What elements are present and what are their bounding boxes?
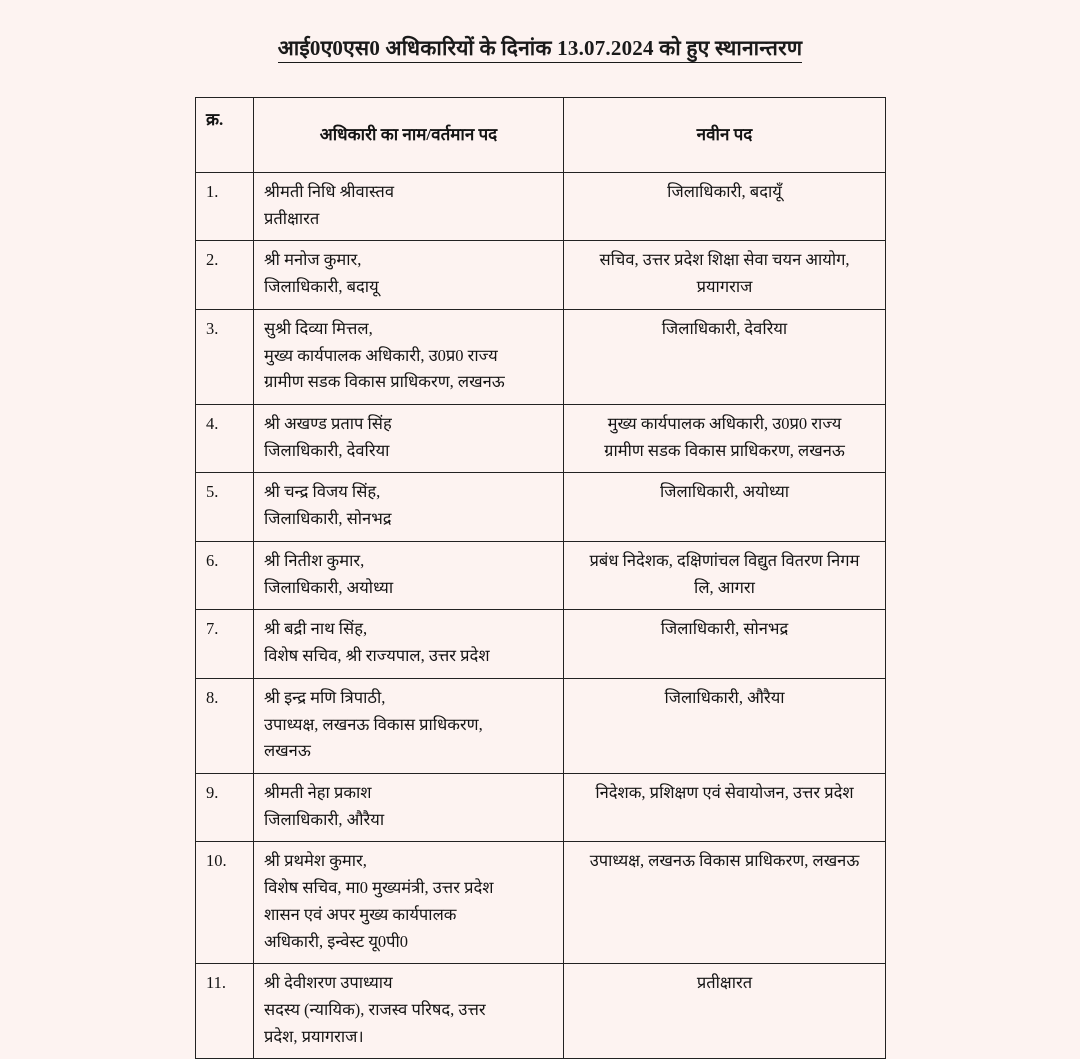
cell-line: जिलाधिकारी, औरैया <box>664 687 785 707</box>
cell-serial: 3. <box>196 309 254 404</box>
table-row <box>196 309 886 404</box>
cell-line: उपाध्यक्ष, लखनऊ विकास प्राधिकरण, लखनऊ <box>589 851 860 871</box>
cell-serial: 9. <box>196 773 254 841</box>
cell-line: श्रीमती नेहा प्रकाश <box>264 782 372 802</box>
cell-line: मुख्य कार्यपालक अधिकारी, उ0प्र0 राज्य <box>607 414 842 434</box>
transfer-table <box>195 97 886 1059</box>
cell-line: जिलाधिकारी, देवरिया <box>661 318 788 338</box>
table-row <box>196 241 886 309</box>
cell-line: मुख्य कार्यपालक अधिकारी, उ0प्र0 राज्य <box>264 345 498 365</box>
cell-line: श्री अखण्ड प्रताप सिंह <box>264 414 392 434</box>
table-row <box>196 473 886 541</box>
cell-line: सदस्य (न्यायिक), राजस्व परिषद, उत्तर <box>264 999 486 1019</box>
column-header-current-post: अधिकारी का नाम/वर्तमान पद <box>254 98 564 173</box>
cell-new-post <box>564 241 886 309</box>
transfer-table-container <box>195 97 885 1059</box>
cell-current-post <box>254 173 564 241</box>
table-header <box>196 98 886 173</box>
cell-line: जिलाधिकारी, औरैया <box>264 809 385 829</box>
table-row <box>196 405 886 473</box>
cell-current-post <box>254 309 564 404</box>
table-row <box>196 773 886 841</box>
cell-new-post <box>564 842 886 964</box>
cell-new-post <box>564 173 886 241</box>
cell-current-post <box>254 405 564 473</box>
table-row <box>196 964 886 1059</box>
cell-line: लखनऊ <box>264 741 311 761</box>
cell-current-post <box>254 241 564 309</box>
cell-line: प्रबंध निदेशक, दक्षिणांचल विद्युत वितरण निगम <box>589 550 860 570</box>
table-row <box>196 173 886 241</box>
cell-serial: 4. <box>196 405 254 473</box>
table-header-row <box>196 98 886 173</box>
cell-line: जिलाधिकारी, देवरिया <box>264 440 390 460</box>
cell-line: सुश्री दिव्या मित्तल, <box>264 318 373 338</box>
cell-current-post <box>254 541 564 609</box>
cell-line: अधिकारी, इन्वेस्ट यू0पी0 <box>264 931 409 951</box>
cell-new-post <box>564 473 886 541</box>
cell-line: शासन एवं अपर मुख्य कार्यपालक <box>264 904 457 924</box>
cell-serial: 10. <box>196 842 254 964</box>
column-header-new-post: नवीन पद <box>564 98 886 173</box>
cell-serial: 2. <box>196 241 254 309</box>
cell-new-post <box>564 610 886 678</box>
cell-line: लि, आगरा <box>694 577 755 597</box>
cell-new-post <box>564 678 886 773</box>
cell-line: श्री नितीश कुमार, <box>264 550 365 570</box>
cell-line: उपाध्यक्ष, लखनऊ विकास प्राधिकरण, <box>264 714 483 734</box>
cell-current-post <box>254 678 564 773</box>
cell-serial: 7. <box>196 610 254 678</box>
cell-serial: 5. <box>196 473 254 541</box>
cell-serial: 11. <box>196 964 254 1059</box>
cell-current-post <box>254 473 564 541</box>
cell-line: ग्रामीण सडक विकास प्राधिकरण, लखनऊ <box>604 440 845 460</box>
cell-line: प्रयागराज <box>696 277 753 297</box>
cell-new-post <box>564 964 886 1059</box>
table-row <box>196 842 886 964</box>
table-row <box>196 678 886 773</box>
cell-line: निदेशक, प्रशिक्षण एवं सेवायोजन, उत्तर प्रदेश <box>595 782 854 802</box>
cell-line: प्रतीक्षारत <box>264 208 320 228</box>
column-header-serial: क्र. <box>196 98 254 173</box>
cell-line: ग्रामीण सडक विकास प्राधिकरण, लखनऊ <box>264 372 505 392</box>
table-row <box>196 610 886 678</box>
cell-line: श्री चन्द्र विजय सिंह, <box>264 482 381 502</box>
cell-line: श्री देवीशरण उपाध्याय <box>264 973 393 993</box>
cell-line: जिलाधिकारी, बदायू <box>264 277 379 297</box>
cell-line: प्रतीक्षारत <box>696 973 753 993</box>
cell-line: विशेष सचिव, मा0 मुख्यमंत्री, उत्तर प्रदेश <box>264 878 494 898</box>
cell-serial: 6. <box>196 541 254 609</box>
cell-new-post <box>564 309 886 404</box>
cell-line: जिलाधिकारी, सोनभद्र <box>264 509 392 529</box>
cell-line: सचिव, उत्तर प्रदेश शिक्षा सेवा चयन आयोग, <box>599 250 850 270</box>
cell-current-post <box>254 773 564 841</box>
cell-line: विशेष सचिव, श्री राज्यपाल, उत्तर प्रदेश <box>264 646 490 666</box>
cell-line: जिलाधिकारी, सोनभद्र <box>660 619 789 639</box>
cell-line: जिलाधिकारी, बदायूँ <box>667 182 782 201</box>
cell-line: श्रीमती निधि श्रीवास्तव <box>264 182 395 201</box>
cell-line: प्रदेश, प्रयागराज। <box>264 1026 364 1046</box>
cell-current-post <box>254 964 564 1059</box>
page-title <box>0 0 1080 62</box>
cell-serial: 1. <box>196 173 254 241</box>
cell-line: जिलाधिकारी, अयोध्या <box>659 482 790 502</box>
cell-line: श्री बद्री नाथ सिंह, <box>264 619 368 639</box>
cell-line: जिलाधिकारी, अयोध्या <box>264 577 394 597</box>
table-body <box>196 173 886 1059</box>
cell-line: श्री मनोज कुमार, <box>264 250 362 270</box>
cell-new-post <box>564 541 886 609</box>
cell-current-post <box>254 610 564 678</box>
cell-new-post <box>564 405 886 473</box>
cell-line: श्री इन्द्र मणि त्रिपाठी, <box>264 687 386 707</box>
page-title-text: आई0ए0एस0 अधिकारियों के दिनांक 13.07.2024 को हुए स्थानान्तरण <box>278 36 803 63</box>
cell-line: श्री प्रथमेश कुमार, <box>264 851 367 871</box>
cell-new-post <box>564 773 886 841</box>
cell-current-post <box>254 842 564 964</box>
table-row <box>196 541 886 609</box>
cell-serial: 8. <box>196 678 254 773</box>
